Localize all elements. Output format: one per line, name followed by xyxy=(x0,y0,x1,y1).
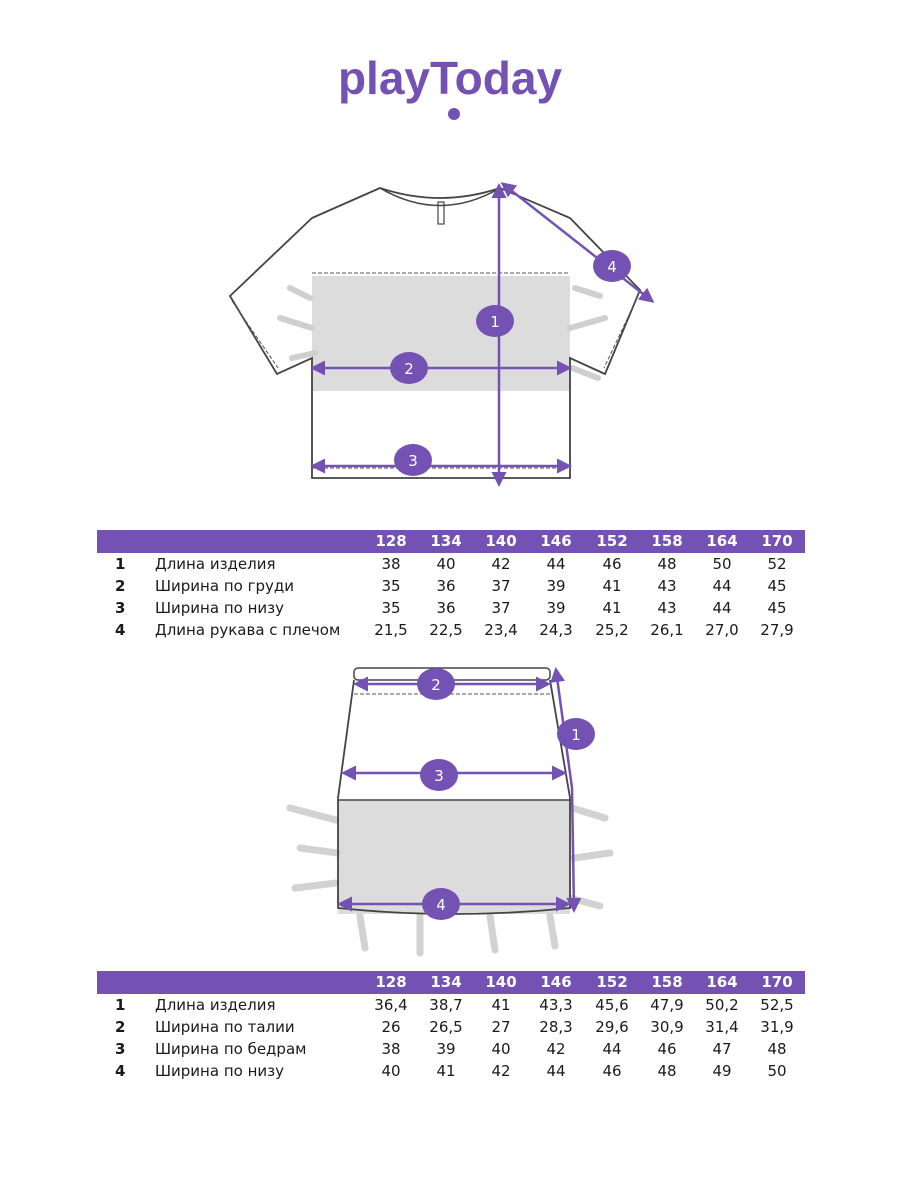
table-cell: 47 xyxy=(712,1040,732,1058)
table-row xyxy=(97,553,805,575)
marker-4 xyxy=(593,250,631,282)
svg-text:1: 1 xyxy=(571,726,581,744)
table-cell: 40 xyxy=(491,1040,511,1058)
svg-text:3: 3 xyxy=(408,452,418,470)
table-cell: 41 xyxy=(491,996,511,1014)
size-header: 152 xyxy=(596,532,628,550)
size-header: 140 xyxy=(485,532,517,550)
marker-2 xyxy=(417,668,455,700)
table-row xyxy=(97,994,805,1016)
size-header: 164 xyxy=(706,532,738,550)
row-label: Ширина по бедрам xyxy=(155,1040,307,1058)
row-label: Ширина по талии xyxy=(155,1018,295,1036)
table-row xyxy=(97,1060,805,1082)
table-cell: 38 xyxy=(381,555,401,573)
table-cell: 50 xyxy=(767,1062,787,1080)
size-header: 128 xyxy=(375,532,407,550)
svg-text:1: 1 xyxy=(490,313,500,331)
table-row xyxy=(97,619,805,641)
row-number: 4 xyxy=(115,1062,126,1080)
table-cell: 41 xyxy=(602,599,622,617)
logo-wordmark xyxy=(320,52,580,124)
size-header: 164 xyxy=(706,973,738,991)
row-label: Длина рукава с плечом xyxy=(155,621,341,639)
row-number: 3 xyxy=(115,599,126,617)
fur-texture xyxy=(280,276,605,391)
tshirt-size-table xyxy=(97,530,805,641)
skirt-size-table xyxy=(97,971,805,1082)
table-cell: 36,4 xyxy=(374,996,408,1014)
marker-3 xyxy=(420,759,458,791)
table-cell: 28,3 xyxy=(539,1018,573,1036)
row-label: Длина изделия xyxy=(155,555,276,573)
size-table-header xyxy=(97,971,805,994)
table-cell: 35 xyxy=(381,577,401,595)
skirt-diagram xyxy=(270,658,630,968)
table-cell: 27 xyxy=(491,1018,511,1036)
table-cell: 40 xyxy=(381,1062,401,1080)
row-number: 2 xyxy=(115,577,126,595)
row-number: 2 xyxy=(115,1018,126,1036)
table-cell: 46 xyxy=(602,555,622,573)
row-label: Ширина по низу xyxy=(155,599,284,617)
size-header: 170 xyxy=(761,973,793,991)
table-row xyxy=(97,575,805,597)
table-cell: 41 xyxy=(602,577,622,595)
size-table-header xyxy=(97,530,805,553)
table-cell: 23,4 xyxy=(484,621,518,639)
marker-2 xyxy=(390,352,428,384)
table-cell: 44 xyxy=(712,577,732,595)
table-cell: 29,6 xyxy=(595,1018,629,1036)
svg-text:2: 2 xyxy=(431,676,441,694)
size-header: 128 xyxy=(375,973,407,991)
size-header: 158 xyxy=(651,973,683,991)
table-cell: 50,2 xyxy=(705,996,739,1014)
table-cell: 39 xyxy=(546,577,566,595)
table-cell: 25,2 xyxy=(595,621,629,639)
svg-text:3: 3 xyxy=(434,767,444,785)
marker-1 xyxy=(476,305,514,337)
table-cell: 52,5 xyxy=(760,996,794,1014)
table-cell: 22,5 xyxy=(429,621,463,639)
row-number: 1 xyxy=(115,996,126,1014)
table-cell: 44 xyxy=(546,1062,566,1080)
table-cell: 48 xyxy=(657,555,677,573)
table-row xyxy=(97,597,805,619)
row-number: 3 xyxy=(115,1040,126,1058)
table-cell: 45,6 xyxy=(595,996,629,1014)
table-cell: 38,7 xyxy=(429,996,463,1014)
table-cell: 37 xyxy=(491,599,511,617)
table-row xyxy=(97,1038,805,1060)
table-cell: 31,9 xyxy=(760,1018,794,1036)
row-label: Длина изделия xyxy=(155,996,276,1014)
table-cell: 42 xyxy=(491,1062,511,1080)
table-cell: 35 xyxy=(381,599,401,617)
row-label: Ширина по груди xyxy=(155,577,294,595)
logo-dot xyxy=(448,108,460,120)
table-cell: 27,9 xyxy=(760,621,794,639)
table-cell: 31,4 xyxy=(705,1018,739,1036)
table-cell: 46 xyxy=(602,1062,622,1080)
svg-text:4: 4 xyxy=(607,258,617,276)
table-cell: 40 xyxy=(436,555,456,573)
table-cell: 47,9 xyxy=(650,996,684,1014)
svg-text:2: 2 xyxy=(404,360,414,378)
marker-1 xyxy=(557,718,595,750)
table-cell: 43 xyxy=(657,599,677,617)
table-cell: 26,1 xyxy=(650,621,684,639)
size-header: 134 xyxy=(430,532,462,550)
size-header: 152 xyxy=(596,973,628,991)
marker-3 xyxy=(394,444,432,476)
table-cell: 45 xyxy=(767,577,787,595)
size-header: 146 xyxy=(540,973,572,991)
row-number: 4 xyxy=(115,621,126,639)
table-cell: 36 xyxy=(436,577,456,595)
row-number: 1 xyxy=(115,555,126,573)
table-cell: 42 xyxy=(546,1040,566,1058)
table-cell: 39 xyxy=(436,1040,456,1058)
size-header: 134 xyxy=(430,973,462,991)
table-row xyxy=(97,1016,805,1038)
table-cell: 48 xyxy=(767,1040,787,1058)
size-header: 170 xyxy=(761,532,793,550)
table-cell: 30,9 xyxy=(650,1018,684,1036)
table-cell: 48 xyxy=(657,1062,677,1080)
table-cell: 43,3 xyxy=(539,996,573,1014)
table-cell: 50 xyxy=(712,555,732,573)
table-cell: 36 xyxy=(436,599,456,617)
table-cell: 26,5 xyxy=(429,1018,463,1036)
table-cell: 45 xyxy=(767,599,787,617)
table-cell: 44 xyxy=(602,1040,622,1058)
table-cell: 39 xyxy=(546,599,566,617)
table-cell: 52 xyxy=(767,555,787,573)
table-cell: 44 xyxy=(712,599,732,617)
table-cell: 24,3 xyxy=(539,621,573,639)
logo-text: playToday xyxy=(337,52,563,104)
table-cell: 49 xyxy=(712,1062,732,1080)
table-cell: 46 xyxy=(657,1040,677,1058)
size-header: 146 xyxy=(540,532,572,550)
tshirt-diagram xyxy=(220,178,670,498)
table-cell: 38 xyxy=(381,1040,401,1058)
marker-4 xyxy=(422,888,460,920)
row-label: Ширина по низу xyxy=(155,1062,284,1080)
table-cell: 41 xyxy=(436,1062,456,1080)
table-cell: 44 xyxy=(546,555,566,573)
svg-text:4: 4 xyxy=(436,896,446,914)
table-cell: 21,5 xyxy=(374,621,408,639)
table-cell: 27,0 xyxy=(705,621,739,639)
size-header: 140 xyxy=(485,973,517,991)
size-header: 158 xyxy=(651,532,683,550)
table-cell: 37 xyxy=(491,577,511,595)
table-cell: 26 xyxy=(381,1018,401,1036)
table-cell: 43 xyxy=(657,577,677,595)
table-cell: 42 xyxy=(491,555,511,573)
brand-logo xyxy=(0,52,900,124)
